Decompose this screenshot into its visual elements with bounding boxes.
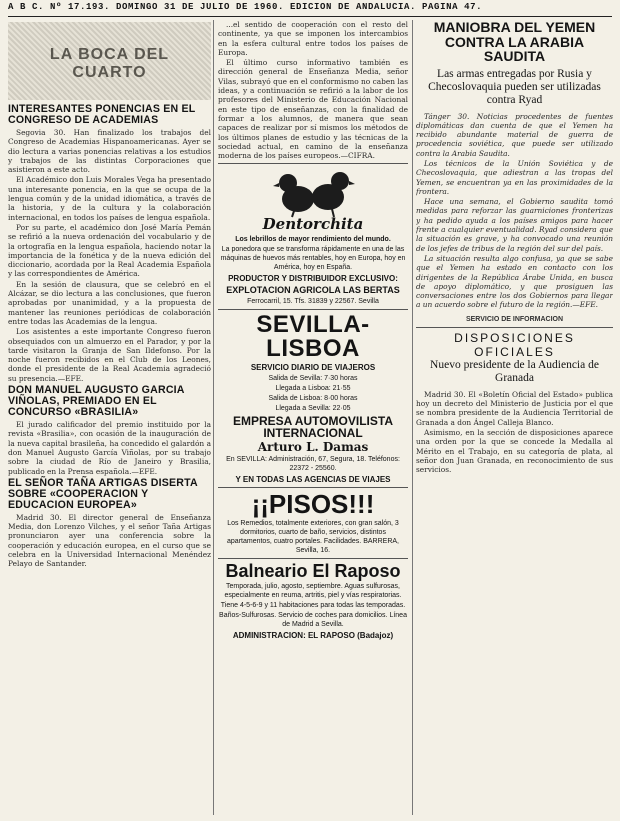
paragraph: El Académico don Luis Morales Vega ha presentado una interesante ponencia, en la que se ocupa de la lengua común y de la unidad idiomática, a través de la historia, y de la cultura y la colaboración internacional, en todos los países de lengua española. <box>8 175 211 222</box>
headline-yemen: MANIOBRA DEL YEMEN CONTRA LA ARABIA SAUDITA <box>433 20 596 64</box>
ad-title: ¡¡PISOS!!! <box>251 489 375 520</box>
paragraph: Por su parte, el académico don José María Pemán se refirió a la nueva ordenación del vocabulario y de la ortografía en la lengua española, haciendo notar la importancia de la fonética y de la nueva edición del diccionario, acordada por la Real Academia Española y las correspondientes de América. <box>8 222 211 279</box>
schedule-line: Salida de Sevilla: 7·30 horas <box>268 375 358 383</box>
paragraph: Tánger 30. Noticias procedentes de fuentes diplomáticas dan cuenta de que el Yemen ha recibido abundante material de guerra de procedencia soviética, que puede ser utilizado contra la Arabia Saudita. <box>416 111 613 158</box>
ad-dentorchita <box>218 167 408 306</box>
ad-owner: Arturo L. Damas <box>257 440 369 455</box>
ad-brand: Dentorchita <box>262 215 364 234</box>
ad-pisos <box>218 491 408 555</box>
divider <box>218 309 408 310</box>
paragraph: Madrid 30. El director general de Enseñanza Media, don Lorenzo Vilches, y el señor Taña Artigas pronunciaron ayer una conferencia sobre la cooperación y educación europea, en el curso que se celebra en la Universidad Internacional Menéndez Pelayo de Santander. <box>8 512 211 569</box>
ad-title: Balneario El Raposo <box>225 561 401 582</box>
paragraph: La situación resulta algo confusa, ya que se sabe que el Yemen ha estado en contacto con los dirigentes de la República Árabe Unida, en busca de apoyo diplomático, y que prosiguen las conversaciones entre los dos Gobiernos para llegar a un acuerdo sobre el futuro de la región.—EFE. <box>416 253 613 310</box>
schedule-line: Llegada a Sevilla: 22·05 <box>275 405 351 413</box>
headline-ponencias: INTERESANTES PONENCIAS EN EL CONGRESO DE ACADEMIAS <box>8 103 196 126</box>
headline-disposiciones: DISPOSICIONES <box>454 330 575 345</box>
ad-company: EXPLOTACION AGRICOLA LAS BERTAS <box>226 285 400 296</box>
ad-title: SEVILLA-LISBOA <box>256 311 370 363</box>
column-divider <box>412 20 413 815</box>
column-1 <box>8 20 211 815</box>
schedule-line: Llegada a Lisboa: 21·55 <box>275 385 351 393</box>
subheadline-yemen: Las armas entregadas por Rusia y Checoslovaquia pueden ser utilizadas contra Ryad <box>428 67 601 106</box>
paragraph: ...el sentido de cooperación con el resto del continente, ya que se imponen los intercambios en la esfera cultural entre todos los países de Europa. <box>218 20 408 57</box>
ad-balneario <box>218 562 408 640</box>
ad-text: Temporada, julio, agosto, septiembre. Aguas sulfurosas, especialmente en reuma, artritis, piel y vías respiratorias. <box>224 583 402 600</box>
banner-text: LA BOCA DEL CUARTO <box>49 46 170 81</box>
page-header: A B C. Nº 17.193. DOMINGO 31 DE JULIO DE 1960. EDICION DE ANDALUCIA. PAGINA 47. <box>8 2 483 12</box>
column-3 <box>416 20 613 815</box>
headline-artigas: EL SEÑOR TAÑA ARTIGAS DISERTA SOBRE «COOPERACION Y EDUCACION EUROPEA» <box>8 476 198 511</box>
divider <box>218 487 408 488</box>
section-seal: SERVICIO DE INFORMACION <box>465 315 564 323</box>
column-2 <box>218 20 408 815</box>
paragraph: El último curso informativo también es dirección general de Enseñanza Media, señor Vilas, subrayó que en el conformismo no caben las ideas, y a continuación se refirió a la labor de los profesores del Ministerio de Educación Nacional en este tipo de enseñanzas, con la finalidad de formar a los alumnos, de manera que sean capaces de realizar por sí mismos los métodos de los últimos planes de estudio y las técnicas de la sociedad actual, en camino de la enseñanza moderna de los países europeos.—CIFRA. <box>218 58 408 161</box>
divider <box>416 327 613 328</box>
headline-banner-image <box>8 22 211 100</box>
ad-company: EMPRESA AUTOMOVILISTA INTERNACIONAL <box>232 414 393 441</box>
header-rule <box>8 16 612 17</box>
paragraph: Los asistentes a este importante Congreso fueron obsequiados con un almuerzo en el Parador, y por la tarde visitaron la Granja de San Ildefonso. Por la noche fueron recibidos en el Club de los Leones, donde el presidente de la Real Academia agradeció su presencia.—EFE. <box>8 327 211 383</box>
paragraph: Segovia 30. Han finalizado los trabajos del Congreso de Academias Hispanoamericanas. Ayer se dio lectura a varias ponencias relativas a los estudios y trabajos de las distintas Corporaciones que asistieron a este acto. <box>8 128 211 175</box>
ad-text: La ponedora que se transforma rápidamente en una de las máquinas de huevos más rentables, hoy en Europa, hoy en América, hoy en España. <box>220 246 406 272</box>
paragraph: Asimismo, en la sección de disposiciones aparece una orden por la que se concede la Medalla al Mérito en el Trabajo, en su categoría de plata, al señor don Juan Granada, en reconocimiento de sus servicios. <box>416 427 613 475</box>
ad-text: Tiene 4-5-6-9 y 11 habitaciones para todas las temporadas. <box>220 602 406 610</box>
ad-text: PRODUCTOR Y DISTRIBUIDOR EXCLUSIVO: <box>228 274 398 284</box>
divider <box>218 558 408 559</box>
paragraph: Los técnicos de la Unión Soviética y de Checoslovaquia, que adiestran a las tropas del Yemen, se encuentran ya en las proximidades de la frontera. <box>416 158 613 196</box>
paragraph: Hace una semana, el Gobierno saudita tomó medidas para reforzar las guarniciones fronterizas y ha pedido ayuda a los países amigos para hacer frente a cualquier eventualidad. Ryad considera que la situación es grave, y ha convocado una reunión de los jefes de tribus de la región del sur del país. <box>416 197 613 253</box>
column-divider <box>213 20 214 815</box>
paragraph: En la sesión de clausura, que se celebró en el Alcázar, se dio lectura a las conclusiones, que fueron aprobadas por unanimidad, y a la propuesta de mantener las reuniones periódicas de colaboración entre todas las Academias de la lengua. <box>8 279 211 326</box>
paragraph: El jurado calificador del premio instituido por la revista «Brasilia», con ocasión de la inauguración de la nueva capital brasileña, ha concedido el galardón a don Manuel Augusto García Viñolas, por su trabajo sobre la ciudad de Río de Janeiro y Brasilia, publicado en la Prensa española.—EFE. <box>8 420 211 476</box>
ad-text: Y EN TODAS LAS AGENCIAS DE VIAJES <box>235 475 391 485</box>
ad-contact: ADMINISTRACION: EL RAPOSO (Badajoz) <box>232 631 394 641</box>
ad-text: Los lebrillos de mayor rendimiento del mundo. <box>235 236 391 244</box>
ad-address: En SEVILLA: Administración, 67, Segura, 18. Teléfonos: 22372 - 25560. <box>226 456 400 473</box>
ad-text: Baños-Sulfurosas. Servicio de coches para domicilios. Línea de Madrid a Sevilla. <box>219 612 407 629</box>
divider <box>218 163 408 164</box>
ad-sevilla-lisboa <box>218 313 408 484</box>
chicks-logo <box>218 167 408 233</box>
paragraph: Madrid 30. El «Boletín Oficial del Estado» publica hoy un decreto del Ministerio de Justicia por el que se nombra presidente de la Audiencia Territorial de Granada a don Ángel Calleja Blanco. <box>416 389 613 427</box>
ad-text: Los Remedios, totalmente exteriores, con gran salón, 3 dormitorios, cuarto de baño, servicios, distintos apartamentos, cuatro portales. Facilidades. BARRERA, Sevilla, 16. <box>227 520 399 555</box>
schedule-line: Salida de Lisboa: 8·00 horas <box>268 395 358 403</box>
headline-premiado: DON MANUEL AUGUSTO GARCIA VIÑOLAS, PREMIADO EN EL CONCURSO «BRASILIA» <box>8 384 185 419</box>
ad-address: Ferrocarril, 15. Tfs. 31839 y 22567. Sevilla <box>247 298 379 306</box>
subheadline-audiencia: Nuevo presidente de la Audiencia de Granada <box>430 358 599 384</box>
ad-text: SERVICIO DIARIO DE VIAJEROS <box>250 363 376 373</box>
headline-oficiales: OFICIALES <box>474 344 555 359</box>
